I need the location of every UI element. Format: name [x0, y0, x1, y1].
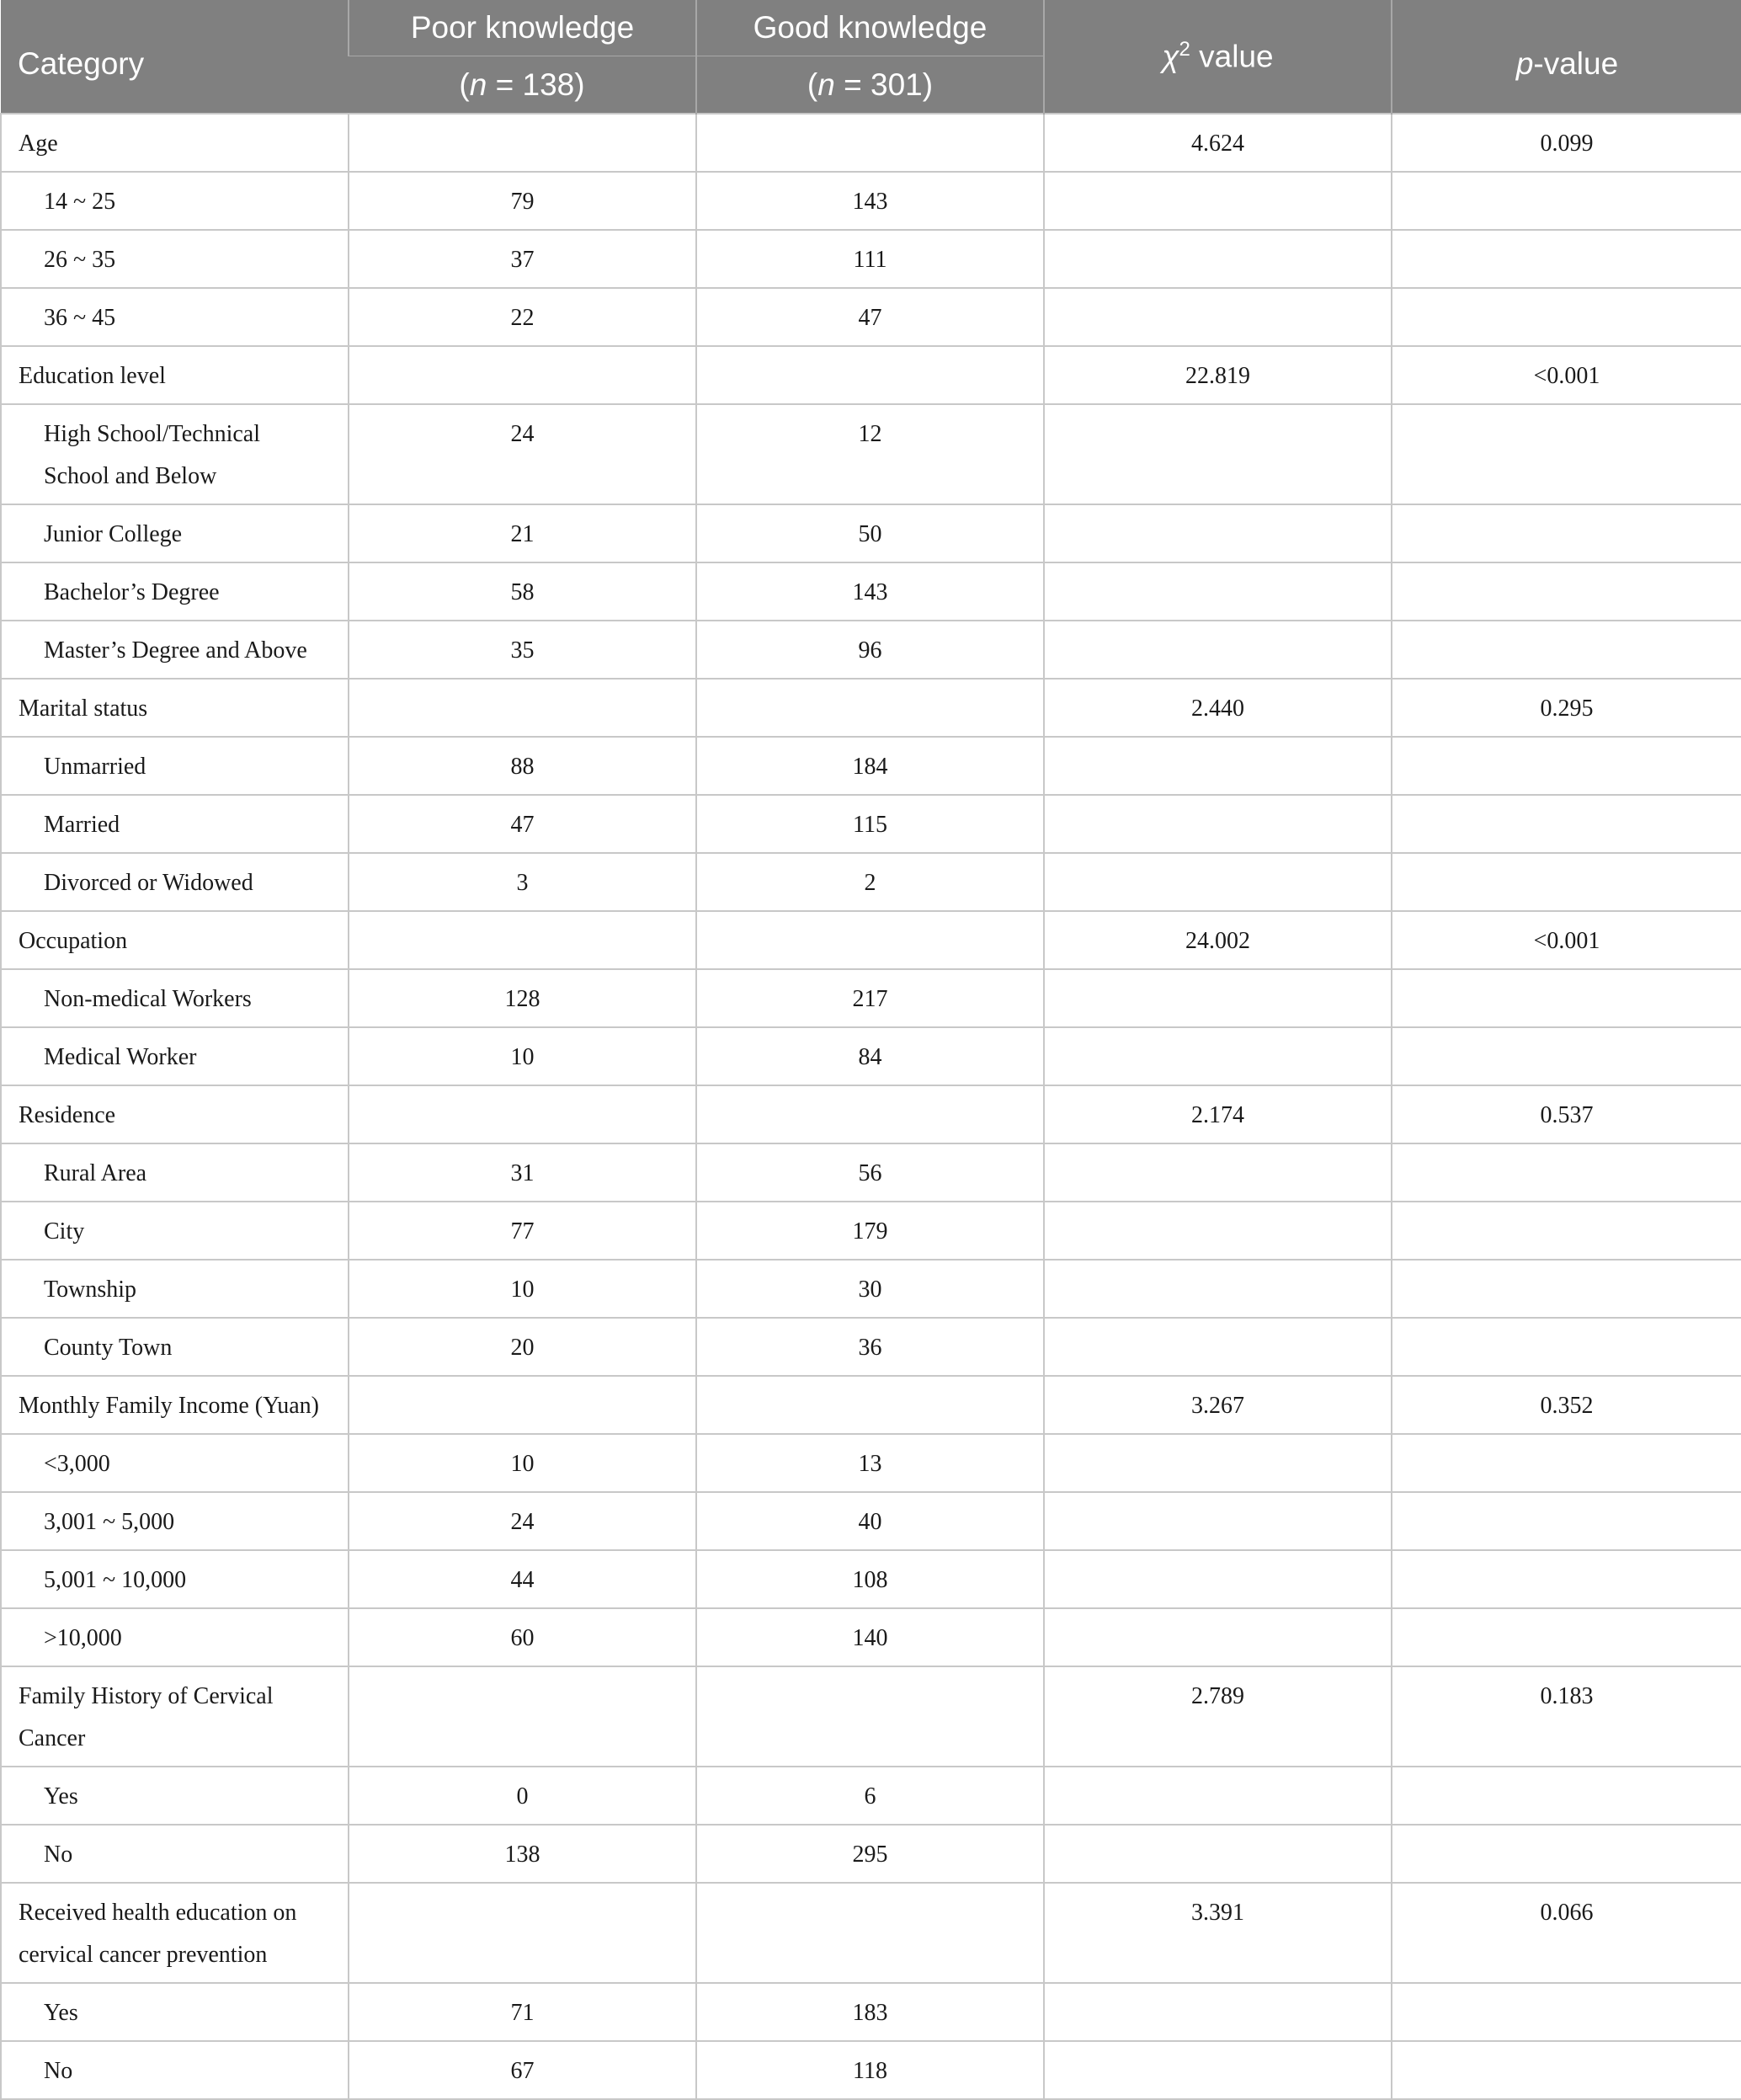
row-label: No: [1, 2041, 349, 2099]
good-knowledge-cell: 12: [696, 404, 1044, 504]
p-value-cell: [1392, 1767, 1741, 1825]
table-row: [1, 346, 1741, 404]
table-row: [1, 737, 1741, 795]
p-value-cell: [1392, 1143, 1741, 1202]
chi-square-cell: [1044, 504, 1392, 562]
chi-square-cell: 24.002: [1044, 911, 1392, 969]
poor-knowledge-cell: 10: [349, 1434, 696, 1492]
row-label: 14 ~ 25: [1, 172, 349, 230]
poor-knowledge-cell: [349, 1376, 696, 1434]
row-label: 3,001 ~ 5,000: [1, 1492, 349, 1550]
p-label: -value: [1533, 46, 1619, 81]
row-label: Master’s Degree and Above: [1, 621, 349, 679]
poor-knowledge-cell: 21: [349, 504, 696, 562]
p-value-cell: [1392, 1027, 1741, 1085]
chi-square-cell: [1044, 2041, 1392, 2099]
p-value-cell: [1392, 795, 1741, 853]
chi-square-cell: [1044, 853, 1392, 911]
p-value-cell: [1392, 1825, 1741, 1883]
poor-knowledge-cell: 67: [349, 2041, 696, 2099]
p-value-cell: 0.183: [1392, 1666, 1741, 1767]
table-row: [1, 853, 1741, 911]
poor-knowledge-cell: 24: [349, 1492, 696, 1550]
row-label: Yes: [1, 1767, 349, 1825]
p-value-cell: [1392, 1434, 1741, 1492]
table-row: [1, 795, 1741, 853]
table-body: [1, 114, 1741, 2099]
p-value-cell: [1392, 504, 1741, 562]
p-value-cell: 0.537: [1392, 1085, 1741, 1143]
p-value-cell: [1392, 1608, 1741, 1666]
row-label: Rural Area: [1, 1143, 349, 1202]
p-value-cell: [1392, 230, 1741, 288]
table-row: [1, 911, 1741, 969]
good-knowledge-cell: 6: [696, 1767, 1044, 1825]
chi-square-cell: 4.624: [1044, 114, 1392, 172]
chi-label: value: [1190, 39, 1274, 74]
chi-square-cell: [1044, 1027, 1392, 1085]
poor-knowledge-cell: 44: [349, 1550, 696, 1608]
row-label: Divorced or Widowed: [1, 853, 349, 911]
table-row: [1, 2041, 1741, 2099]
table-row: [1, 1260, 1741, 1318]
p-value-cell: [1392, 737, 1741, 795]
row-label: Yes: [1, 1983, 349, 2041]
chi-square-cell: [1044, 1492, 1392, 1550]
table-row: [1, 1318, 1741, 1376]
chi-square-cell: [1044, 562, 1392, 621]
row-label: <3,000: [1, 1434, 349, 1492]
good-knowledge-cell: [696, 679, 1044, 737]
p-value-cell: [1392, 1318, 1741, 1376]
good-knowledge-cell: 36: [696, 1318, 1044, 1376]
poor-knowledge-cell: 24: [349, 404, 696, 504]
good-knowledge-cell: 295: [696, 1825, 1044, 1883]
chi-square-cell: 3.391: [1044, 1883, 1392, 1983]
poor-knowledge-cell: 128: [349, 969, 696, 1027]
good-knowledge-cell: 179: [696, 1202, 1044, 1260]
p-value-cell: [1392, 1202, 1741, 1260]
chi-square-cell: 2.174: [1044, 1085, 1392, 1143]
good-knowledge-cell: [696, 1666, 1044, 1767]
good-knowledge-cell: 96: [696, 621, 1044, 679]
poor-knowledge-cell: 79: [349, 172, 696, 230]
chi-superscript: 2: [1179, 38, 1190, 61]
good-knowledge-cell: 40: [696, 1492, 1044, 1550]
poor-knowledge-cell: 47: [349, 795, 696, 853]
p-value-cell: [1392, 1492, 1741, 1550]
table-row: [1, 288, 1741, 346]
row-label: County Town: [1, 1318, 349, 1376]
table-row: [1, 562, 1741, 621]
poor-knowledge-cell: [349, 1666, 696, 1767]
row-label: Age: [1, 114, 349, 172]
table-row: [1, 1666, 1741, 1767]
poor-knowledge-cell: 71: [349, 1983, 696, 2041]
poor-knowledge-cell: [349, 346, 696, 404]
poor-knowledge-cell: 60: [349, 1608, 696, 1666]
poor-knowledge-cell: 20: [349, 1318, 696, 1376]
row-label: Occupation: [1, 911, 349, 969]
chi-square-cell: [1044, 1608, 1392, 1666]
table-row: [1, 1143, 1741, 1202]
table-row: [1, 1202, 1741, 1260]
table-header: [1, 0, 1741, 114]
table-row: [1, 1434, 1741, 1492]
row-label: Bachelor’s Degree: [1, 562, 349, 621]
p-value-cell: 0.066: [1392, 1883, 1741, 1983]
chi-square-cell: [1044, 1434, 1392, 1492]
header-poor-n: (n = 138): [349, 56, 696, 115]
poor-knowledge-cell: 10: [349, 1027, 696, 1085]
poor-knowledge-cell: 0: [349, 1767, 696, 1825]
row-label: Township: [1, 1260, 349, 1318]
good-knowledge-cell: 50: [696, 504, 1044, 562]
row-label: Marital status: [1, 679, 349, 737]
chi-square-cell: [1044, 1202, 1392, 1260]
chi-square-cell: [1044, 1983, 1392, 2041]
row-label: City: [1, 1202, 349, 1260]
poor-knowledge-cell: 58: [349, 562, 696, 621]
row-label: No: [1, 1825, 349, 1883]
good-knowledge-cell: 108: [696, 1550, 1044, 1608]
header-good-n: (n = 301): [696, 56, 1044, 115]
poor-knowledge-cell: [349, 679, 696, 737]
table-row: [1, 969, 1741, 1027]
p-value-cell: [1392, 562, 1741, 621]
chi-square-cell: [1044, 1260, 1392, 1318]
table-row: [1, 114, 1741, 172]
table-row: [1, 1983, 1741, 2041]
poor-knowledge-cell: 22: [349, 288, 696, 346]
chi-square-cell: [1044, 172, 1392, 230]
p-value-cell: [1392, 969, 1741, 1027]
good-knowledge-cell: 140: [696, 1608, 1044, 1666]
poor-knowledge-cell: 37: [349, 230, 696, 288]
header-good-knowledge: Good knowledge: [696, 0, 1044, 56]
poor-knowledge-cell: 88: [349, 737, 696, 795]
chi-symbol: χ: [1162, 39, 1179, 74]
good-knowledge-cell: 13: [696, 1434, 1044, 1492]
good-knowledge-cell: [696, 1883, 1044, 1983]
table-row: [1, 679, 1741, 737]
chi-square-cell: [1044, 230, 1392, 288]
chi-square-cell: [1044, 1767, 1392, 1825]
row-label: Married: [1, 795, 349, 853]
table-row: [1, 1376, 1741, 1434]
good-knowledge-cell: 30: [696, 1260, 1044, 1318]
chi-square-cell: [1044, 1318, 1392, 1376]
chi-square-cell: 3.267: [1044, 1376, 1392, 1434]
chi-square-cell: [1044, 1550, 1392, 1608]
row-label: High School/Technical School and Below: [1, 404, 349, 504]
p-value-cell: 0.295: [1392, 679, 1741, 737]
row-label: Family History of Cervical Cancer: [1, 1666, 349, 1767]
good-knowledge-cell: 84: [696, 1027, 1044, 1085]
p-value-cell: <0.001: [1392, 346, 1741, 404]
p-value-cell: [1392, 1260, 1741, 1318]
row-label: Received health education on cervical cancer prevention: [1, 1883, 349, 1983]
table-row: [1, 1608, 1741, 1666]
table-row: [1, 504, 1741, 562]
chi-square-cell: 2.789: [1044, 1666, 1392, 1767]
header-chi-square: [1044, 0, 1392, 114]
header-poor-knowledge: Poor knowledge: [349, 0, 696, 56]
poor-knowledge-cell: 3: [349, 853, 696, 911]
p-value-cell: 0.099: [1392, 114, 1741, 172]
good-knowledge-cell: 217: [696, 969, 1044, 1027]
table-row: [1, 1492, 1741, 1550]
row-label: Unmarried: [1, 737, 349, 795]
chi-square-cell: [1044, 737, 1392, 795]
chi-square-cell: [1044, 1825, 1392, 1883]
table-row: [1, 404, 1741, 504]
p-value-cell: [1392, 1550, 1741, 1608]
table-row: [1, 621, 1741, 679]
row-label: Junior College: [1, 504, 349, 562]
good-knowledge-cell: [696, 911, 1044, 969]
p-value-cell: [1392, 1983, 1741, 2041]
p-value-cell: [1392, 2041, 1741, 2099]
row-label: Non-medical Workers: [1, 969, 349, 1027]
poor-knowledge-cell: 138: [349, 1825, 696, 1883]
p-symbol: p: [1515, 46, 1534, 81]
good-knowledge-cell: 143: [696, 562, 1044, 621]
table-row: [1, 1027, 1741, 1085]
chi-square-cell: [1044, 969, 1392, 1027]
p-value-cell: [1392, 404, 1741, 504]
p-value-cell: <0.001: [1392, 911, 1741, 969]
good-knowledge-cell: 47: [696, 288, 1044, 346]
good-knowledge-cell: 2: [696, 853, 1044, 911]
row-label: Residence: [1, 1085, 349, 1143]
table-row: [1, 1883, 1741, 1983]
poor-knowledge-cell: [349, 1085, 696, 1143]
good-knowledge-cell: 111: [696, 230, 1044, 288]
table-row: [1, 1767, 1741, 1825]
table-row: [1, 1085, 1741, 1143]
good-knowledge-cell: [696, 114, 1044, 172]
good-knowledge-cell: 143: [696, 172, 1044, 230]
poor-knowledge-cell: 35: [349, 621, 696, 679]
chi-square-cell: [1044, 288, 1392, 346]
chi-square-cell: [1044, 404, 1392, 504]
p-value-cell: [1392, 853, 1741, 911]
good-knowledge-cell: 183: [696, 1983, 1044, 2041]
table-row: [1, 1550, 1741, 1608]
good-knowledge-cell: [696, 346, 1044, 404]
chi-square-cell: [1044, 621, 1392, 679]
row-label: 5,001 ~ 10,000: [1, 1550, 349, 1608]
chi-square-cell: [1044, 1143, 1392, 1202]
table-row: [1, 172, 1741, 230]
poor-knowledge-cell: 31: [349, 1143, 696, 1202]
chi-square-cell: 2.440: [1044, 679, 1392, 737]
poor-knowledge-cell: [349, 114, 696, 172]
good-knowledge-cell: 118: [696, 2041, 1044, 2099]
p-value-cell: [1392, 288, 1741, 346]
table-row: [1, 1825, 1741, 1883]
header-p-value: [1392, 0, 1741, 114]
row-label: Education level: [1, 346, 349, 404]
header-category: Category: [1, 0, 349, 114]
poor-knowledge-cell: [349, 1883, 696, 1983]
good-knowledge-cell: 115: [696, 795, 1044, 853]
good-knowledge-cell: 184: [696, 737, 1044, 795]
good-knowledge-cell: 56: [696, 1143, 1044, 1202]
good-knowledge-cell: [696, 1376, 1044, 1434]
poor-knowledge-cell: 10: [349, 1260, 696, 1318]
table-row: [1, 230, 1741, 288]
row-label: 26 ~ 35: [1, 230, 349, 288]
good-knowledge-cell: [696, 1085, 1044, 1143]
poor-knowledge-cell: [349, 911, 696, 969]
row-label: 36 ~ 45: [1, 288, 349, 346]
row-label: Medical Worker: [1, 1027, 349, 1085]
p-value-cell: [1392, 172, 1741, 230]
chi-square-cell: 22.819: [1044, 346, 1392, 404]
chi-square-cell: [1044, 795, 1392, 853]
p-value-cell: [1392, 621, 1741, 679]
p-value-cell: 0.352: [1392, 1376, 1741, 1434]
row-label: Monthly Family Income (Yuan): [1, 1376, 349, 1434]
row-label: >10,000: [1, 1608, 349, 1666]
poor-knowledge-cell: 77: [349, 1202, 696, 1260]
